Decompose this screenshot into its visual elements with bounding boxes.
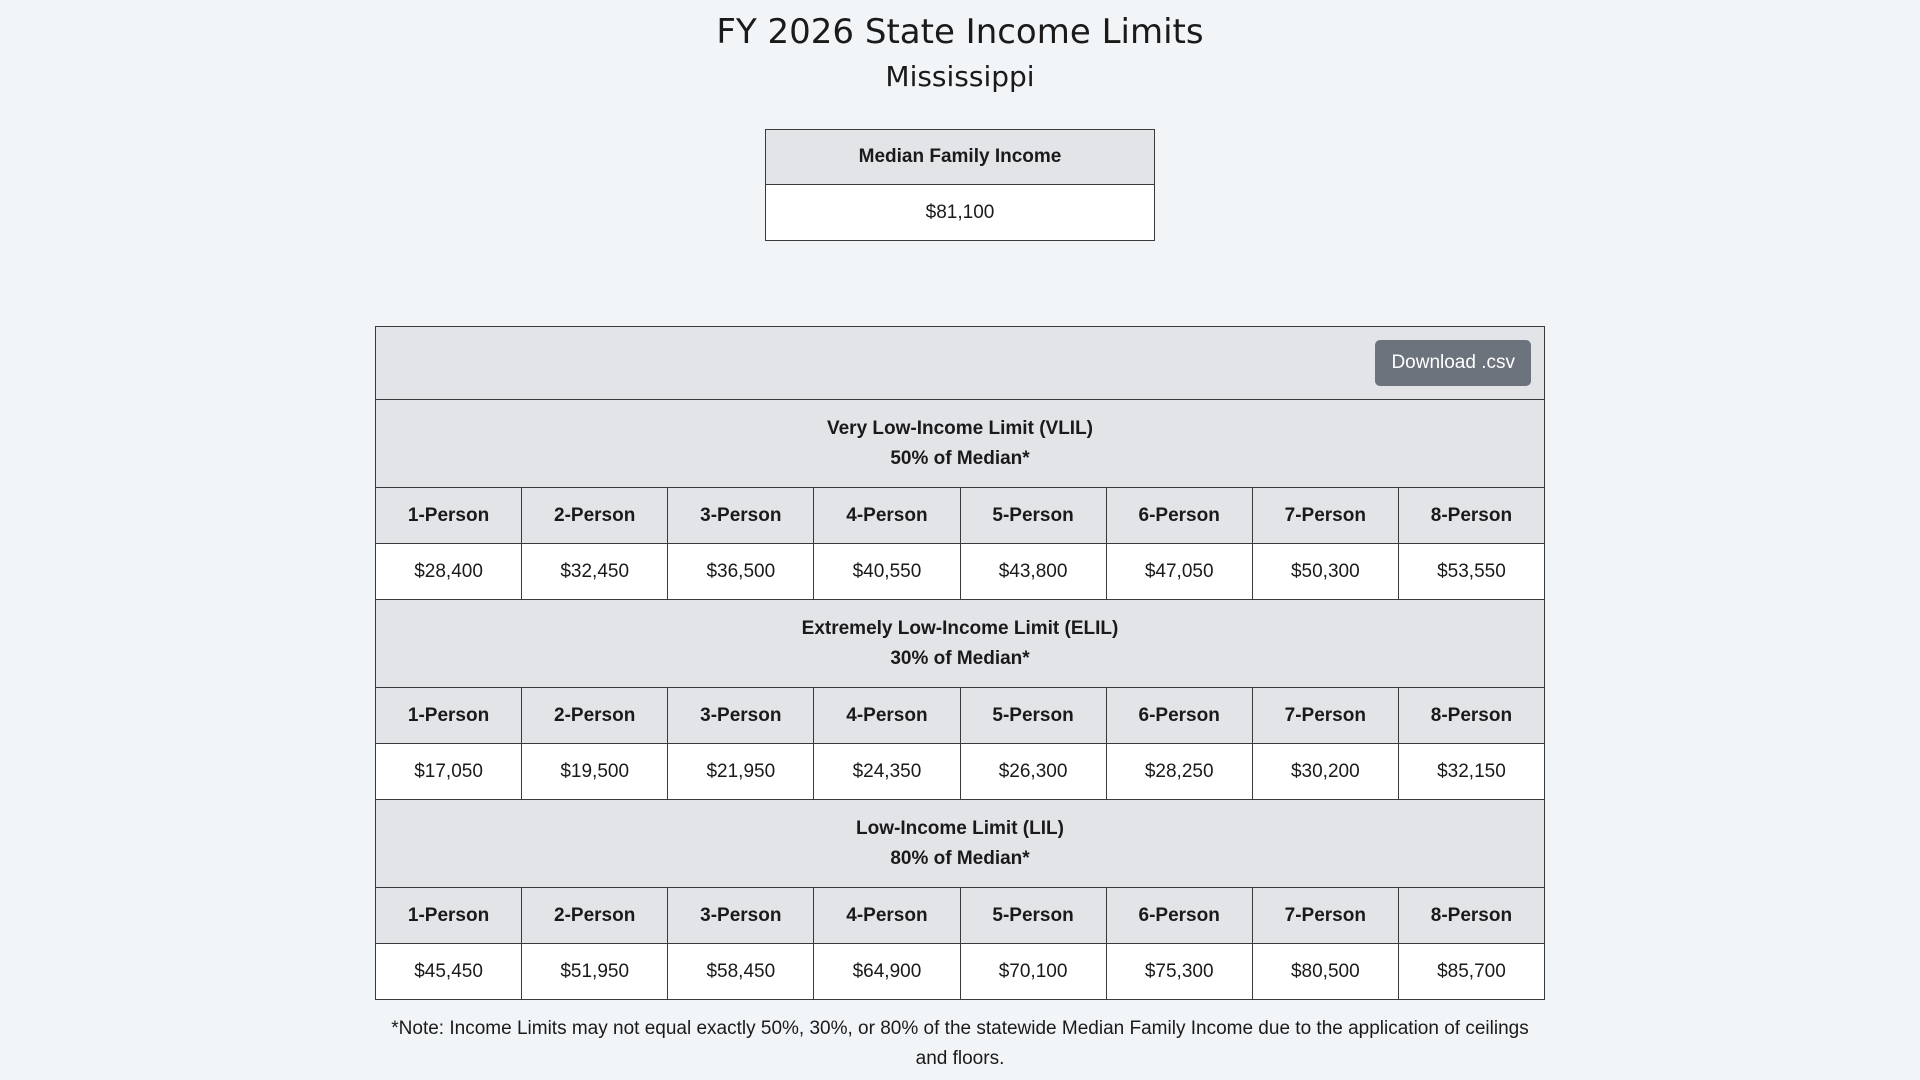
limit-value: $26,300 <box>960 744 1106 800</box>
limit-value: $40,550 <box>814 544 960 600</box>
column-header: 3-Person <box>668 688 814 744</box>
limit-value: $30,200 <box>1252 744 1398 800</box>
median-family-income-table <box>765 129 1155 241</box>
page-title: FY 2026 State Income Limits <box>716 12 1204 52</box>
column-header: 8-Person <box>1398 888 1544 944</box>
toolbar-cell <box>376 327 1545 400</box>
section-header-vlil <box>376 400 1545 488</box>
column-header: 5-Person <box>960 688 1106 744</box>
median-family-income-header: Median Family Income <box>766 130 1155 185</box>
section-name: Low-Income Limit (LIL) <box>856 817 1064 839</box>
toolbar-row <box>376 327 1545 400</box>
limit-value: $85,700 <box>1398 944 1544 1000</box>
section-header-elil <box>376 600 1545 688</box>
limit-value: $80,500 <box>1252 944 1398 1000</box>
value-row-elil <box>376 744 1545 800</box>
column-header: 2-Person <box>522 888 668 944</box>
limit-value: $32,150 <box>1398 744 1544 800</box>
column-header: 4-Person <box>814 688 960 744</box>
limit-value: $21,950 <box>668 744 814 800</box>
column-header: 4-Person <box>814 888 960 944</box>
section-percent: 80% of Median* <box>890 847 1030 869</box>
column-header: 3-Person <box>668 488 814 544</box>
value-row-lil <box>376 944 1545 1000</box>
section-name: Extremely Low-Income Limit (ELIL) <box>801 617 1119 639</box>
limit-value: $32,450 <box>522 544 668 600</box>
limit-value: $28,250 <box>1106 744 1252 800</box>
limit-value: $75,300 <box>1106 944 1252 1000</box>
column-header: 5-Person <box>960 888 1106 944</box>
limit-value: $47,050 <box>1106 544 1252 600</box>
income-limits-table <box>375 326 1545 1000</box>
column-header: 8-Person <box>1398 488 1544 544</box>
column-header: 6-Person <box>1106 688 1252 744</box>
section-name: Very Low-Income Limit (VLIL) <box>826 417 1094 439</box>
column-header-row <box>376 688 1545 744</box>
section-percent: 30% of Median* <box>890 647 1030 669</box>
footnote: *Note: Income Limits may not equal exactly 50%, 30%, or 80% of the statewide Median Family Income due to the application of ceilings and floors. <box>391 1018 1529 1069</box>
limit-value: $64,900 <box>814 944 960 1000</box>
column-header: 1-Person <box>376 488 522 544</box>
column-header: 7-Person <box>1252 488 1398 544</box>
limit-value: $36,500 <box>668 544 814 600</box>
limit-value: $19,500 <box>522 744 668 800</box>
column-header: 2-Person <box>522 488 668 544</box>
value-row-vlil <box>376 544 1545 600</box>
limit-value: $45,450 <box>376 944 522 1000</box>
column-header: 3-Person <box>668 888 814 944</box>
column-header: 2-Person <box>522 688 668 744</box>
limit-value: $17,050 <box>376 744 522 800</box>
column-header: 1-Person <box>376 888 522 944</box>
section-header-row <box>376 800 1545 888</box>
column-header: 6-Person <box>1106 888 1252 944</box>
column-header: 4-Person <box>814 488 960 544</box>
download-csv-button[interactable]: Download .csv <box>1375 340 1531 386</box>
limit-value: $50,300 <box>1252 544 1398 600</box>
section-percent: 50% of Median* <box>890 447 1030 469</box>
limit-value: $28,400 <box>376 544 522 600</box>
limit-value: $43,800 <box>960 544 1106 600</box>
state-name: Mississippi <box>885 60 1035 93</box>
column-header: 7-Person <box>1252 688 1398 744</box>
column-header-row <box>376 488 1545 544</box>
median-family-income-value: $81,100 <box>766 185 1155 241</box>
column-header-row <box>376 888 1545 944</box>
column-header: 7-Person <box>1252 888 1398 944</box>
column-header: 1-Person <box>376 688 522 744</box>
section-header-lil <box>376 800 1545 888</box>
limit-value: $51,950 <box>522 944 668 1000</box>
section-header-row <box>376 600 1545 688</box>
section-header-row <box>376 400 1545 488</box>
column-header: 5-Person <box>960 488 1106 544</box>
column-header: 6-Person <box>1106 488 1252 544</box>
column-header: 8-Person <box>1398 688 1544 744</box>
limit-value: $53,550 <box>1398 544 1544 600</box>
limit-value: $58,450 <box>668 944 814 1000</box>
limit-value: $24,350 <box>814 744 960 800</box>
limit-value: $70,100 <box>960 944 1106 1000</box>
